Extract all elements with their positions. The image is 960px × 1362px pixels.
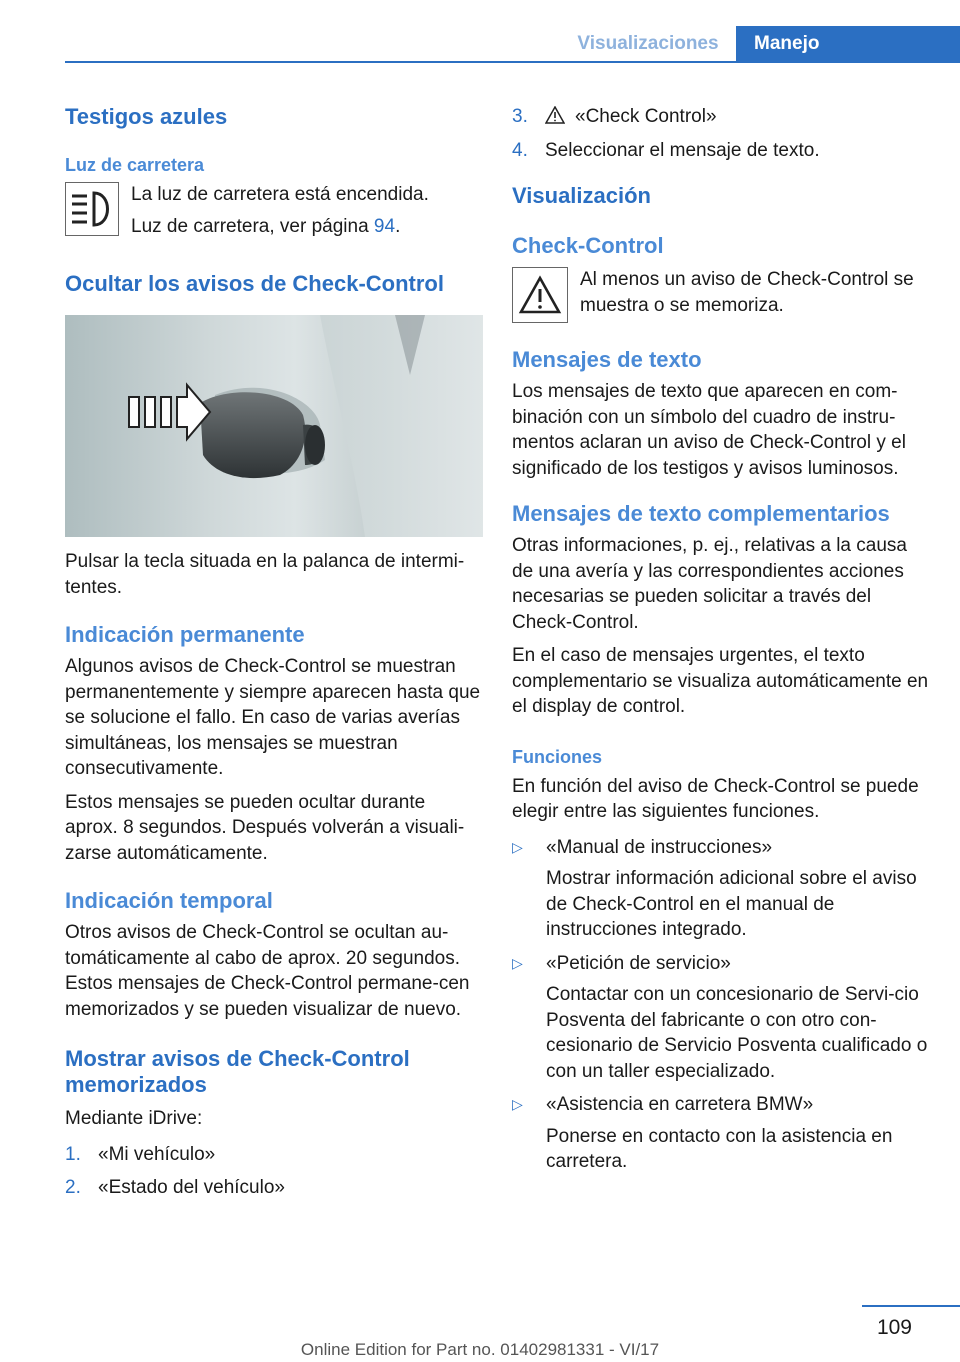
heading-mensajes-texto: Mensajes de texto [512, 347, 702, 372]
step-number: 3. [512, 106, 528, 127]
high-beam-line1: La luz de carretera está encendida. [131, 184, 429, 205]
para-mediante-idrive: Mediante iDrive: [65, 1108, 203, 1129]
high-beam-ref-suffix: . [395, 215, 401, 237]
footer-rule [862, 1305, 960, 1307]
check-control-row [512, 267, 932, 323]
list-item [512, 138, 932, 164]
step-text: Seleccionar el mensaje de texto. [545, 139, 820, 161]
para-permanente-2: Estos mensajes se pueden ocultar durante aprox. 8 segundos. Después volverán a visuali-zarse automáticamente. [65, 791, 465, 864]
heading-mostrar-avisos: Mostrar avisos de Check-Control memorizados [65, 1046, 410, 1097]
high-beam-text [131, 182, 429, 239]
right-steps-list [512, 104, 932, 163]
option-title: «Petición de servicio» [546, 952, 731, 974]
step-number: 4. [512, 139, 528, 161]
heading-luz-de-carretera: Luz de carretera [65, 155, 205, 175]
option-desc: Mostrar información adicional sobre el aviso de Check-Control en el manual de instrucciones integrado. [546, 868, 917, 940]
heading-ocultar-avisos: Ocultar los avisos de Check-Control [65, 271, 444, 296]
check-control-warning-icon [512, 267, 568, 323]
high-beam-row [65, 182, 483, 239]
heading-visualizacion: Visualización [512, 183, 651, 208]
para-temporal: Otros avisos de Check-Control se ocultan au-tomáticamente al cabo de aprox. 20 segundos. Estos mensajes de Check-Control permane-cen memorizados y se pueden visualizar de nuevo. [65, 922, 470, 1020]
option-desc: Contactar con un concesionario de Servi-cio Posventa del fabricante o con otro con-cesionario de Servicio Posventa cualificado o con un taller especializado. [546, 984, 928, 1082]
heading-indicacion-temporal: Indicación temporal [65, 888, 273, 913]
step-text: «Estado del vehículo» [98, 1177, 285, 1198]
step-text: «Check Control» [575, 106, 717, 127]
warning-triangle-icon [545, 104, 575, 130]
option-desc: Ponerse en contacto con la asistencia en carretera. [546, 1125, 893, 1172]
heading-mensajes-complementarios: Mensajes de texto complementarios [512, 501, 890, 526]
check-control-text: Al menos un aviso de Check-Control se muestra o se memoriza. [580, 269, 914, 316]
para-permanente-1: Algunos avisos de Check-Control se muestran permanentemente y siempre aparecen hasta que se solucione el fallo. En caso de varias averías simultáneas, los mensajes se muestran consecutivamente. [65, 656, 481, 779]
heading-indicacion-permanente: Indicación permanente [65, 622, 305, 647]
option-title: «Asistencia en carretera BMW» [546, 1094, 814, 1115]
edition-footer: Online Edition for Part no. 01402981331 - VI/17 [300, 1340, 660, 1359]
triangle-bullet-icon: ▷ [512, 1096, 523, 1112]
left-column [65, 100, 483, 1209]
para-complementarios-2: En el caso de mensajes urgentes, el texto complementario se visualiza automáticamente en el display de control. [512, 645, 929, 717]
list-item [512, 951, 932, 1085]
step-number: 1. [65, 1143, 81, 1165]
heading-testigos-azules: Testigos azules [65, 104, 228, 129]
para-funciones: En función del aviso de Check-Control se puede elegir entre las siguientes funciones. [512, 775, 919, 822]
page-number: 109 [876, 1316, 912, 1339]
high-beam-icon [65, 182, 119, 236]
list-item [65, 1175, 483, 1201]
header-chapter-tab[interactable]: Manejo [736, 26, 960, 61]
left-steps-list [65, 1142, 483, 1201]
header-rule [65, 61, 960, 63]
para-complementarios-1: Otras informaciones, p. ej., relativas a la causa de una avería y las correspondientes acciones necesarias se pueden solicitar a través del Check-Control. [512, 535, 907, 633]
heading-check-control: Check-Control [512, 233, 664, 258]
step-number: 2. [65, 1177, 81, 1198]
functions-list [512, 835, 932, 1175]
list-item [512, 1092, 932, 1175]
list-item [512, 104, 932, 130]
triangle-bullet-icon: ▷ [512, 838, 523, 855]
high-beam-ref-text: Luz de carretera, ver página [131, 215, 374, 237]
turn-signal-lever-photo [65, 315, 483, 537]
heading-funciones: Funciones [512, 746, 603, 767]
right-column [512, 104, 932, 1183]
step-text: «Mi vehículo» [98, 1143, 216, 1165]
list-item [65, 1142, 483, 1168]
header-section-label: Visualizaciones [577, 33, 719, 54]
para-mensajes-texto: Los mensajes de texto que aparecen en com-binación con un símbolo del cuadro de instru-mentos aclaran un aviso de Check-Control y el significado de los testigos y avisos luminosos. [512, 381, 906, 479]
option-title: «Manual de instrucciones» [546, 836, 773, 858]
high-beam-line2 [131, 214, 429, 240]
list-item [512, 835, 932, 943]
page-link-94[interactable]: 94 [373, 215, 396, 237]
para-pulsar-tecla: Pulsar la tecla situada en la palanca de intermi-tentes. [65, 551, 465, 598]
triangle-bullet-icon: ▷ [512, 954, 523, 971]
